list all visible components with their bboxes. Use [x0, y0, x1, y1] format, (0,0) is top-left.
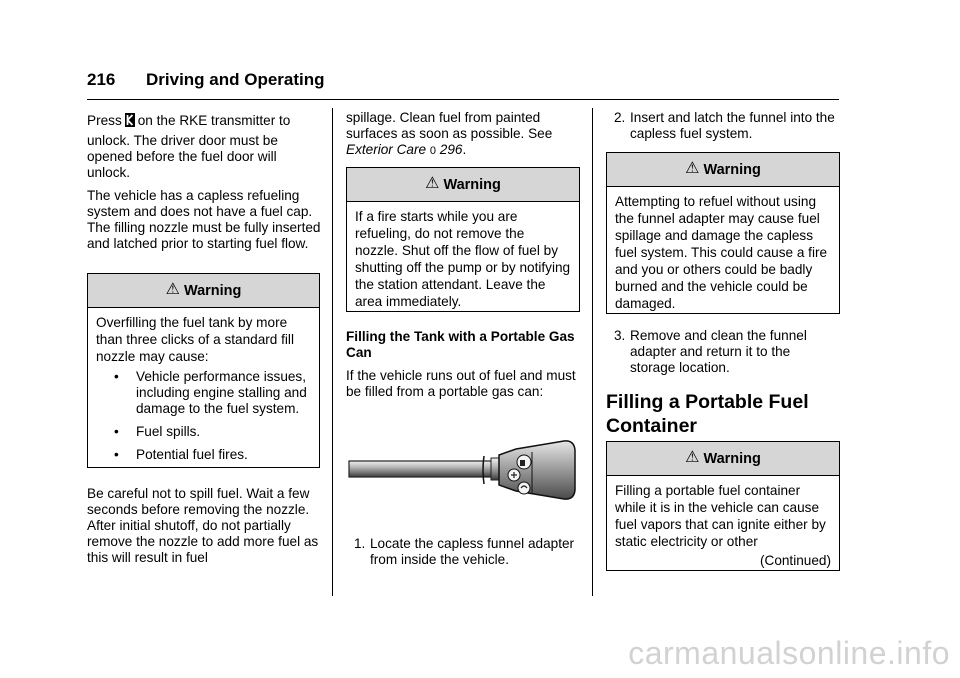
paragraph-runs-out: If the vehicle runs out of fuel and must be filled from a portable gas can:	[346, 368, 576, 399]
warning-header: ⚠ Warning	[607, 442, 839, 476]
paragraph-rke: Press on the RKE transmitter to	[87, 113, 291, 128]
step-item: 1. Locate the capless funnel adapter from inside the vehicle.	[354, 536, 575, 567]
steps-list	[606, 328, 838, 376]
caution-icon: ⚠	[165, 280, 180, 298]
warning-body: Attempting to refuel without using the funnel adapter may cause fuel spillage and damage the capless fuel system. This could cause a fire and you or others could be badly burned and the vehicle could be damaged.	[615, 194, 828, 311]
paragraph-capless: The vehicle has a capless refueling system and does not have a fuel cap. The filling nozzle must be fully inserted and latched prior to starting fuel flow.	[87, 188, 321, 251]
caution-icon: ⚠	[425, 174, 440, 192]
page-number: 216	[87, 70, 116, 89]
column-divider-2	[592, 108, 593, 596]
list-item: • Fuel spills.	[114, 424, 201, 439]
column-2-mid	[346, 329, 578, 407]
warning-header: ⚠ Warning	[347, 168, 579, 202]
caution-icon: ⚠	[685, 159, 700, 177]
paragraph-unlock: unlock. The driver door must be opened before the fuel door will unlock.	[87, 133, 278, 180]
section-title: Driving and Operating	[146, 70, 325, 89]
warning-body: If a fire starts while you are refueling, do not remove the nozzle. Shut off the flow of fuel by shutting off the pump or by notifying the station attendant. Leave the area immediately.	[355, 209, 571, 309]
page-ref-arrow-icon: 0	[429, 145, 436, 157]
warning-box-overfill	[87, 273, 320, 468]
column-1	[87, 113, 322, 259]
heading-portable-fuel-container: Filling a Portable Fuel Container	[606, 391, 809, 437]
warning-body	[88, 308, 319, 476]
column-3-heading	[606, 390, 838, 438]
warning-header: ⚠ Warning	[607, 153, 839, 187]
steps-list	[606, 110, 838, 142]
caution-icon: ⚠	[685, 448, 700, 466]
warning-body: Filling a portable fuel container while it is in the vehicle can cause fuel vapors that can ignite either by static electricity or other (Continued)	[615, 483, 831, 568]
column-2-step1	[346, 536, 580, 568]
paragraph-spillage: spillage. Clean fuel from painted surfaces as soon as possible. See Exterior Care 0 296.	[346, 110, 553, 157]
reference-link[interactable]: Exterior Care	[346, 142, 427, 157]
column-3-step3	[606, 328, 838, 376]
watermark: carmanualsonline.info	[628, 635, 950, 671]
column-divider-1	[332, 108, 333, 596]
step-item: 3. Remove and clean the funnel adapter and return it to the storage location.	[614, 328, 807, 375]
continued-label: (Continued)	[759, 553, 831, 568]
warning-box-portable-container	[606, 441, 840, 571]
warning-box-funnel	[606, 152, 840, 314]
steps-list	[346, 536, 580, 568]
paragraph-careful: Be careful not to spill fuel. Wait a few seconds before removing the nozzle. After initial shutoff, do not partially remove the nozzle to add more fuel as this will result in fuel	[87, 486, 319, 565]
step-item: 2. Insert and latch the funnel into the capless fuel system.	[614, 110, 835, 141]
column-2	[346, 110, 578, 166]
warning-box-fire	[346, 167, 580, 312]
column-1-bottom	[87, 486, 319, 573]
unlock-key-icon	[124, 113, 136, 127]
header-divider	[87, 99, 839, 100]
reference-page[interactable]: 296	[439, 142, 463, 157]
warning-bullet-list	[96, 369, 311, 463]
page-header	[87, 72, 839, 102]
warning-intro: Overfilling the fuel tank by more than three clicks of a standard fill nozzle may cause:	[96, 315, 294, 364]
warning-header: ⚠ Warning	[88, 274, 319, 308]
subheading-portable-gas-can: Filling the Tank with a Portable Gas Can	[346, 329, 575, 360]
list-item: • Vehicle performance issues, including engine stalling and damage to the fuel system.	[114, 369, 307, 416]
column-3-step2	[606, 110, 838, 142]
funnel-adapter-illustration	[346, 438, 578, 502]
list-item: • Potential fuel fires.	[114, 447, 248, 462]
